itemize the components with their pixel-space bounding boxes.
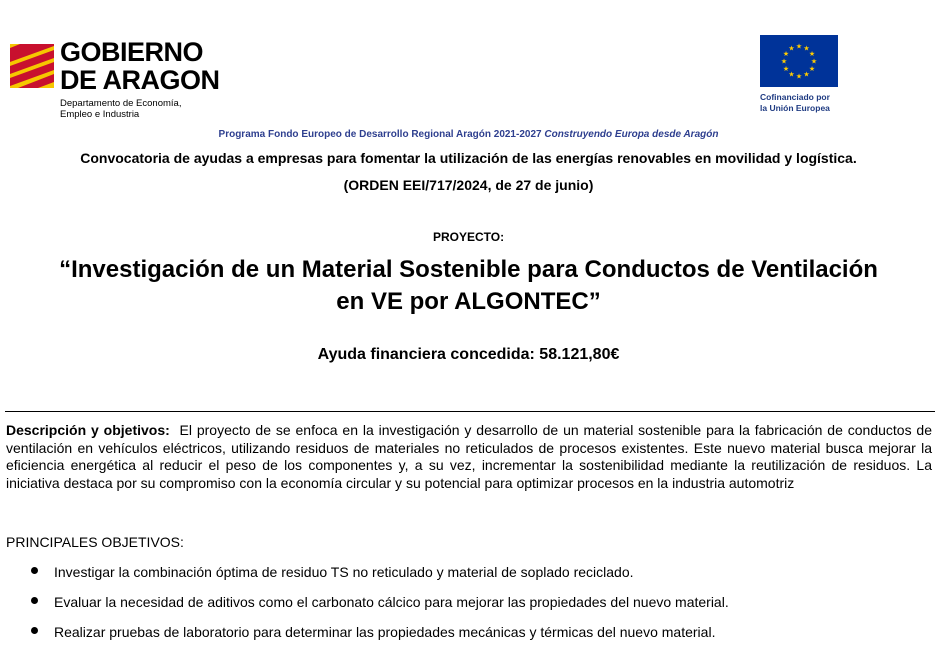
eu-cofinancing-text [760,92,830,114]
order-reference: (ORDEN EEI/717/2024, de 27 de junio) [343,177,594,193]
program-motto: Construyendo Europa desde Aragón [544,129,719,140]
eu-star-icon: ★ [803,45,810,53]
gobierno-aragon-logo [10,38,220,120]
eu-text-line2: la Unión Europea [760,103,830,113]
eu-star-icon: ★ [788,71,795,79]
eu-star-icon: ★ [795,73,803,81]
eu-star-icon: ★ [788,45,795,53]
objective-item-3: Realizar pruebas de laboratorio para determinar las propiedades mecánicas y térmicas del nuevo material. [54,624,716,640]
objective-item-2: Evaluar la necesidad de aditivos como el carbonato cálcico para mejorar las propiedades del nuevo material. [54,594,729,610]
bullet-icon [31,627,38,634]
eu-flag-icon [760,35,838,87]
aragon-wordmark-line2: DE ARAGON [60,65,220,95]
eu-star-icon: ★ [780,58,788,66]
eu-star-icon: ★ [782,66,790,73]
department-line1: Departamento de Economía, [60,98,182,109]
objectives-heading: PRINCIPALES OBJETIVOS: [6,534,184,550]
department-name [60,98,181,120]
call-title: Convocatoria de ayudas a empresas para fomentar la utilización de las energías renovables en movilidad y logística. [80,150,857,166]
eu-cofinancing-logo [760,35,860,125]
eu-star-icon: ★ [808,66,816,73]
department-line2: Empleo e Industria [60,109,140,120]
program-text: Programa Fondo Europeo de Desarrollo Regional Aragón 2021-2027 [218,129,542,140]
aragon-wordmark [60,38,220,94]
eu-text-line1: Cofinanciado por [760,92,830,102]
project-title-line1: “Investigación de un Material Sostenible para Conductos de Ventilación [59,256,878,283]
project-title [0,254,937,318]
aragon-wordmark-line1: GOBIERNO [60,37,204,67]
description-paragraph [6,422,932,492]
description-text: El proyecto de se enfoca en la investigación y desarrollo de un material sostenible para la fabricación de conductos de ventilación en vehículos eléctricos, utilizando residuos de materiales no reticulados de procesos existentes. Este nuevo material busca mejorar la eficiencia energética al reducir el peso de los componentes y, a su vez, incrementar la sostenibilidad mediante la reutilización de residuos. La iniciativa destaca por su compromiso con la economía circular y su potencial para optimizar procesos en la industria automotriz [6,422,933,491]
section-divider [5,411,935,412]
objective-item-1: Investigar la combinación óptima de residuo TS no reticulado y material de soplado reciclado. [54,564,634,580]
bullet-icon [31,567,38,574]
aragon-flag-icon [10,44,54,88]
eu-star-icon: ★ [810,58,818,66]
description-label: Descripción y objetivos: [6,422,170,438]
financial-aid: Ayuda financiera concedida: 58.121,80€ [317,346,620,363]
project-label: PROYECTO: [432,230,505,244]
eu-star-icon: ★ [795,43,803,51]
project-title-line2: en VE por ALGONTEC” [336,288,601,315]
eu-star-icon: ★ [808,51,816,58]
bullet-icon [31,597,38,604]
eu-star-icon: ★ [803,71,810,79]
program-line [0,129,937,140]
eu-star-icon: ★ [782,51,790,58]
